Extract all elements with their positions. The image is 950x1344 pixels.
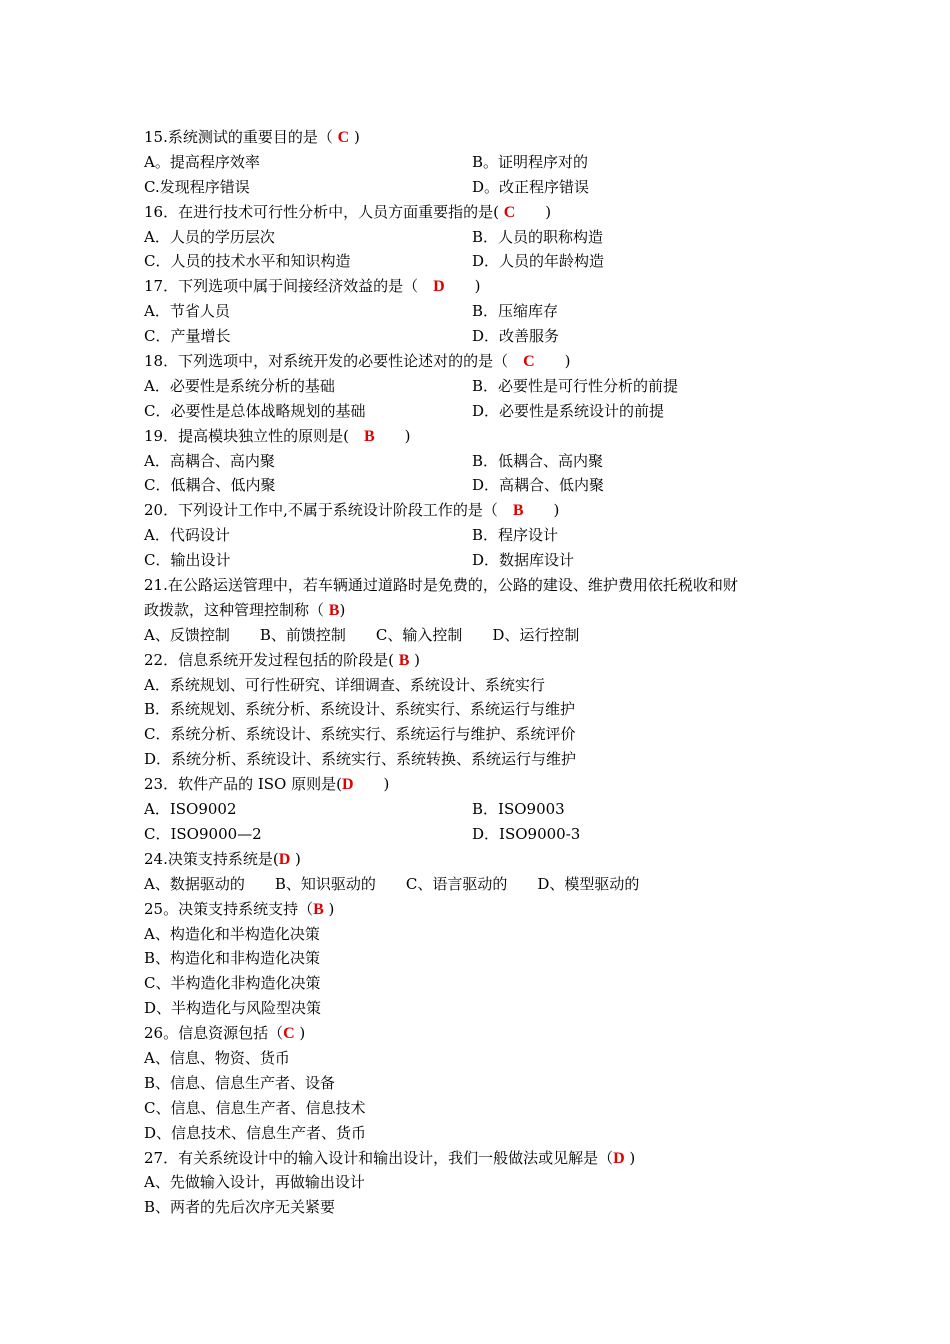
question-16-stem-text: 16．在进行技术可行性分析中，人员方面重要指的是( [144, 202, 504, 221]
question-19-option: D．高耦合、低内聚 [472, 476, 605, 495]
question-18-stem [144, 349, 814, 374]
question-16-answer: C [503, 203, 516, 221]
question-26-stem-close: ) [294, 1024, 306, 1043]
question-20-option: A．代码设计 [144, 526, 230, 545]
question-16-option-row [144, 249, 814, 274]
question-26-option: B、信息、信息生产者、设备 [144, 1073, 336, 1092]
question-20-stem [144, 498, 814, 523]
question-18-answer: C [523, 353, 535, 371]
question-17-stem-text: 17．下列选项中属于间接经济效益的是（ [144, 277, 434, 296]
question-17-stem-close: ) [444, 277, 481, 296]
question-21-option: A、反馈控制 B、前馈控制 C、输入控制 D、运行控制 [144, 625, 580, 644]
question-17-option: D．改善服务 [472, 327, 560, 346]
question-19-stem-close: ) [374, 426, 411, 445]
question-15-stem [144, 125, 814, 150]
question-15-option-row [144, 150, 814, 175]
question-15-option: C.发现程序错误 [144, 177, 250, 196]
question-17-option: A．节省人员 [144, 302, 230, 321]
question-15-option-row [144, 175, 814, 200]
question-22-option: D．系统分析、系统设计、系统实行、系统转换、系统运行与维护 [144, 750, 577, 769]
question-24-stem [144, 847, 814, 872]
question-27-stem [144, 1146, 814, 1171]
document-body [144, 125, 814, 1220]
question-17-option: C．产量增长 [144, 327, 231, 346]
question-26-answer: C [283, 1025, 295, 1043]
question-16-stem [144, 200, 814, 225]
question-22-stem-close: ) [409, 650, 421, 669]
question-18-option: C．必要性是总体战略规划的基础 [144, 401, 366, 420]
question-21-stem-line1: 21.在公路运送管理中，若车辆通过道路时是免费的，公路的建设、维护费用依托税收和财 [144, 576, 738, 595]
question-25-option: D、半构造化与风险型决策 [144, 999, 322, 1018]
question-19-stem [144, 424, 814, 449]
question-19-option: B．低耦合、高内聚 [472, 451, 604, 470]
question-23-option: A．ISO9002 [144, 800, 237, 819]
question-27-answer: D [613, 1149, 625, 1167]
question-15-stem-text: 15.系统测试的重要目的是（ [144, 128, 338, 146]
question-22-answer: B [398, 651, 410, 669]
question-27-stem-text: 27．有关系统设计中的输入设计和输出设计，我们一般做法或见解是（ [144, 1148, 614, 1167]
question-21-stem-text: 政拨款，这种管理控制称（ [144, 600, 329, 619]
question-17-stem [144, 274, 814, 299]
question-22-option: C．系统分析、系统设计、系统实行、系统运行与维护、系统评价 [144, 725, 576, 744]
question-16-option: D．人员的年龄构造 [472, 252, 605, 271]
question-20-option: C．输出设计 [144, 551, 231, 570]
question-19-stem-text: 19．提高模块独立性的原则是( [144, 426, 364, 445]
question-20-stem-close: ) [523, 501, 560, 520]
question-18-option-row [144, 399, 814, 424]
question-25-stem-text: 25。决策支持系统支持（ [144, 899, 314, 918]
question-16-option: C．人员的技术水平和知识构造 [144, 252, 351, 271]
question-23-option: C．ISO9000—2 [144, 824, 262, 843]
question-21-stem-close: ) [339, 600, 346, 619]
question-17-option-row [144, 299, 814, 324]
question-20-option: B．程序设计 [472, 526, 559, 545]
question-15-stem-close: ) [349, 128, 360, 146]
question-18-option: D．必要性是系统设计的前提 [472, 401, 665, 420]
question-21-answer: B [328, 601, 340, 619]
question-16-option-row [144, 225, 814, 250]
question-20-option: D．数据库设计 [472, 551, 575, 570]
question-25-option: C、半构造化非构造化决策 [144, 974, 321, 993]
question-19-answer: B [363, 427, 375, 445]
question-23-option-row [144, 822, 814, 847]
question-22-option: B．系统规划、系统分析、系统设计、系统实行、系统运行与维护 [144, 700, 576, 719]
question-20-answer: B [512, 502, 524, 520]
question-22-stem [144, 648, 814, 673]
question-25-stem-close: ) [323, 899, 335, 918]
question-23-stem-close: ) [353, 775, 390, 794]
question-25-stem [144, 897, 814, 922]
question-19-option: C．低耦合、低内聚 [144, 476, 276, 495]
question-16-option: B．人员的职称构造 [472, 227, 604, 246]
question-26-option: A、信息、物资、货币 [144, 1048, 290, 1067]
question-18-stem-text: 18．下列选项中，对系统开发的必要性论述对的的是（ [144, 352, 524, 371]
question-23-stem [144, 772, 814, 797]
question-27-option: B、两者的先后次序无关紧要 [144, 1198, 336, 1217]
question-23-answer: D [341, 776, 354, 794]
question-19-option-row [144, 473, 814, 498]
question-18-option: A．必要性是系统分析的基础 [144, 376, 335, 395]
question-15-option: A。提高程序效率 [144, 152, 260, 171]
question-25-option: A、构造化和半构造化决策 [144, 924, 320, 943]
question-23-stem-text: 23．软件产品的 ISO 原则是( [144, 775, 342, 794]
question-23-option: B．ISO9003 [472, 800, 565, 819]
question-20-option-row [144, 548, 814, 573]
question-24-option: A、数据驱动的 B、知识驱动的 C、语言驱动的 D、模型驱动的 [144, 874, 640, 893]
question-16-option: A．人员的学历层次 [144, 227, 275, 246]
question-23-option-row [144, 797, 814, 822]
question-15-answer: C [337, 129, 350, 146]
question-23-option: D．ISO9000-3 [472, 824, 581, 843]
question-20-stem-text: 20．下列设计工作中,不属于系统设计阶段工作的是（ [144, 501, 513, 520]
question-26-option: D、信息技术、信息生产者、货币 [144, 1123, 367, 1142]
question-24-stem-text: 24.决策支持系统是( [144, 849, 279, 868]
question-26-option: C、信息、信息生产者、信息技术 [144, 1098, 366, 1117]
question-21-stem-line2 [144, 598, 814, 623]
question-16-stem-close: ) [515, 202, 552, 221]
question-27-option: A、先做输入设计，再做输出设计 [144, 1173, 365, 1192]
question-26-stem-text: 26。信息资源包括（ [144, 1024, 284, 1043]
question-19-option-row [144, 449, 814, 474]
question-25-answer: B [313, 900, 324, 918]
question-15-option: B。证明程序对的 [472, 152, 589, 171]
question-17-answer: D [433, 278, 445, 296]
question-26-stem [144, 1021, 814, 1046]
question-22-option: A．系统规划、可行性研究、详细调查、系统设计、系统实行 [144, 675, 545, 694]
question-20-option-row [144, 523, 814, 548]
question-15-option: D。改正程序错误 [472, 177, 590, 196]
question-17-option: B．压缩库存 [472, 302, 559, 321]
question-25-option: B、构造化和非构造化决策 [144, 949, 321, 968]
question-27-stem-close: ) [624, 1148, 636, 1167]
question-18-stem-close: ) [534, 352, 571, 371]
question-24-stem-close: ) [290, 849, 301, 868]
question-18-option-row [144, 374, 814, 399]
question-18-option: B．必要性是可行性分析的前提 [472, 376, 679, 395]
question-24-answer: D [278, 850, 291, 868]
question-17-option-row [144, 324, 814, 349]
question-19-option: A．高耦合、高内聚 [144, 451, 275, 470]
question-22-stem-text: 22．信息系统开发过程包括的阶段是( [144, 650, 399, 669]
